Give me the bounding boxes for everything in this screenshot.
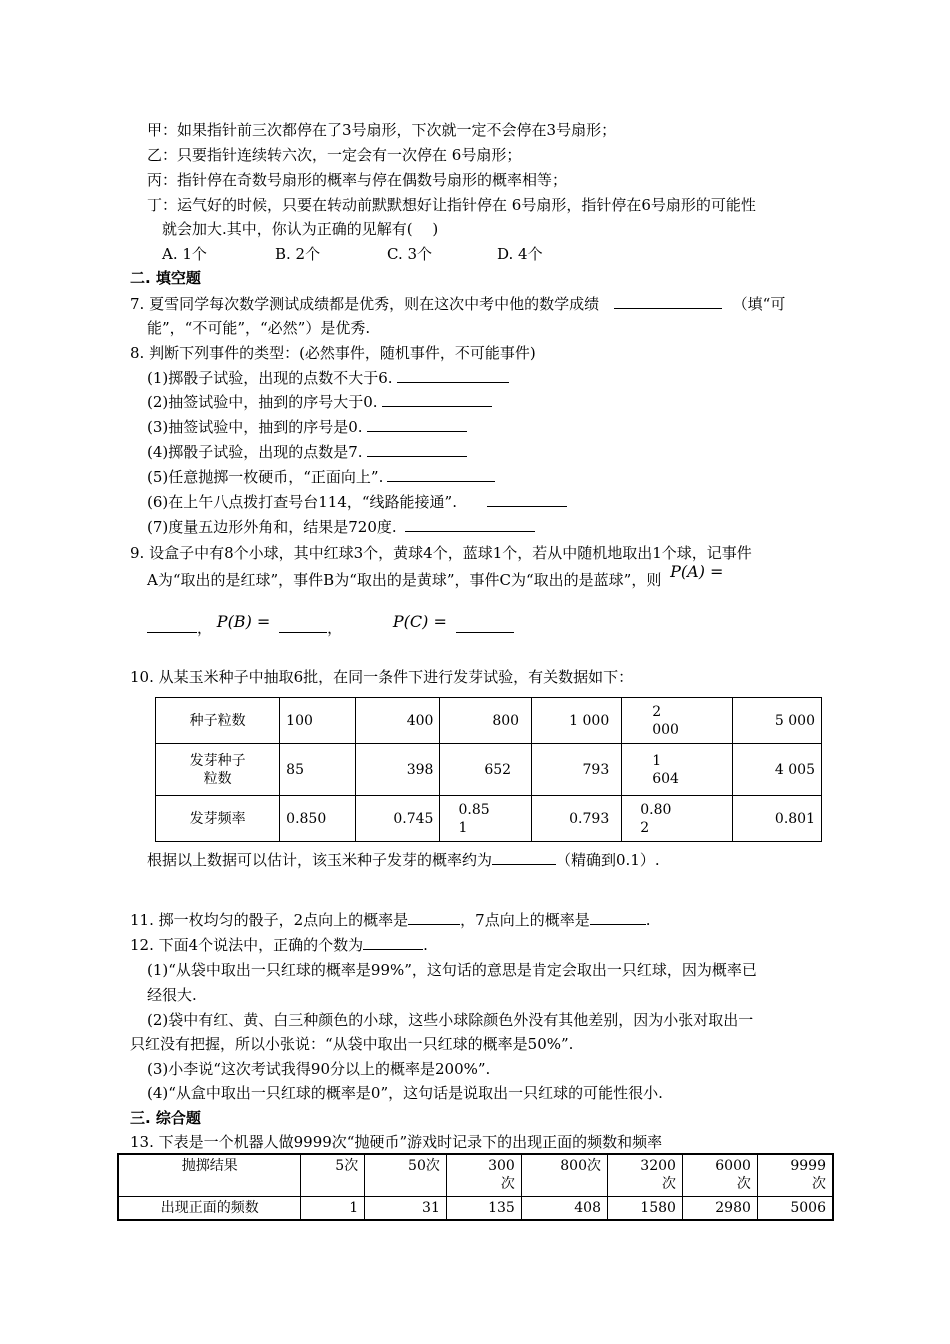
- table-row-header: 出现正面的频数: [118, 1196, 301, 1220]
- table-cell: 85: [280, 744, 356, 796]
- q8-item: (1)掷骰子试验，出现的点数不大于6.: [147, 368, 509, 388]
- q7-answer-blank[interactable]: [614, 294, 722, 309]
- q12-statement-3: (3)小李说“这次考试我得90分以上的概率是200%”.: [147, 1060, 491, 1078]
- table-cell: 652: [440, 744, 532, 796]
- coin-toss-table: [117, 1153, 834, 1221]
- q8-item: (4)掷骰子试验，出现的点数是7.: [147, 442, 467, 462]
- q8-answer-blank[interactable]: [487, 492, 567, 507]
- table-row-header: 发芽频率: [156, 796, 280, 842]
- q7-line2: 能”，“不可能”，“必然”）是优秀.: [147, 319, 371, 337]
- q12-statement-4: (4)“从盒中取出一只红球的概率是0”，这句话是说取出一只红球的可能性很小.: [147, 1084, 663, 1102]
- table-cell: 31: [365, 1196, 447, 1220]
- q6-choice-d: D. 4个: [497, 245, 543, 263]
- q8-answer-blank[interactable]: [367, 417, 467, 432]
- table-cell: 2980: [682, 1196, 757, 1220]
- q8-stem: 8. 判断下列事件的类型：(必然事件，随机事件，不可能事件): [130, 344, 536, 362]
- table-cell: 135: [446, 1196, 521, 1220]
- table-cell: 0.80 2: [622, 796, 733, 842]
- table-cell: 2 000: [622, 698, 733, 744]
- germination-table: [155, 697, 822, 842]
- table-row-header: 发芽种子 粒数: [156, 744, 280, 796]
- q8-item: (2)抽签试验中，抽到的序号大于0.: [147, 392, 492, 412]
- q8-item: (5)任意抛掷一枚硬币，“正面向上”.: [147, 467, 495, 487]
- q9-line3: [147, 612, 514, 638]
- table-cell: 800次: [521, 1154, 607, 1196]
- table-cell: 0.745: [356, 796, 440, 842]
- q9-line1: 9. 设盒子中有8个小球，其中红球3个，黄球4个，蓝球1个，若从中随机地取出1个球，记事件: [130, 544, 752, 562]
- q6-option-ding-line2: 就会加大.其中，你认为正确的见解有( ): [162, 220, 439, 238]
- table-cell: 1580: [607, 1196, 682, 1220]
- table-cell: 100: [280, 698, 356, 744]
- table-cell: 793: [532, 744, 622, 796]
- q8-item: (3)抽签试验中，抽到的序号是0.: [147, 417, 467, 437]
- table-cell: 0.850: [280, 796, 356, 842]
- q7-text-tail: （填“可: [732, 295, 786, 313]
- q7-text: 7. 夏雪同学每次数学测试成绩都是优秀，则在这次中考中他的数学成绩: [130, 295, 600, 313]
- q6-choice-b: B. 2个: [275, 245, 321, 263]
- q12-stem: 12. 下面4个说法中，正确的个数为 .: [130, 936, 428, 954]
- table-cell: 4 005: [733, 744, 822, 796]
- q11-line: 11. 掷一枚均匀的骰子，2点向上的概率是 ，7点向上的概率是 .: [130, 911, 651, 929]
- q12-statement-1b: 经很大.: [147, 986, 197, 1004]
- q6-option-yi: 乙：只要指针连续转六次，一定会有一次停在 6号扇形；: [147, 146, 522, 164]
- q8-answer-blank[interactable]: [382, 392, 492, 407]
- q8-answer-blank[interactable]: [405, 517, 535, 532]
- section-title-fill-in: 二. 填空题: [130, 269, 201, 287]
- table-cell: 398: [356, 744, 440, 796]
- q6-choice-a: A. 1个: [162, 245, 207, 263]
- table-cell: 800: [440, 698, 532, 744]
- q8-answer-blank[interactable]: [387, 467, 495, 482]
- q12-answer-blank[interactable]: [363, 935, 423, 950]
- q9-pb-label: P(B) =: [216, 612, 271, 631]
- table-row-header: 种子粒数: [156, 698, 280, 744]
- table-cell: 5次: [301, 1154, 365, 1196]
- q8-item: (7)度量五边形外角和，结果是720度.: [147, 517, 535, 537]
- table-row-header: 抛掷结果: [118, 1154, 301, 1196]
- table-cell: 400: [356, 698, 440, 744]
- q9-separator: ，: [197, 619, 213, 637]
- q11-blank-2point[interactable]: [408, 910, 460, 925]
- q12-statement-2a: (2)袋中有红、黄、白三种颜色的小球，这些小球除颜色外没有其他差别，因为小张对取出一: [147, 1011, 754, 1029]
- table-cell: 0.801: [733, 796, 822, 842]
- q12-statement-1a: (1)“从袋中取出一只红球的概率是99%”，这句话的意思是肯定会取出一只红球，因为概率已: [147, 961, 757, 979]
- table-cell: 50次: [365, 1154, 447, 1196]
- q10-answer-blank[interactable]: [492, 850, 556, 865]
- q11-blank-7point[interactable]: [590, 910, 646, 925]
- q10-stem: 10. 从某玉米种子中抽取6批，在同一条件下进行发芽试验，有关数据如下：: [130, 668, 634, 686]
- q8-answer-blank[interactable]: [397, 368, 509, 383]
- q6-option-jia: 甲：如果指针前三次都停在了3号扇形，下次就一定不会停在3号扇形；: [147, 121, 617, 139]
- q9-separator: ，: [327, 619, 343, 637]
- table-cell: 9999 次: [757, 1154, 833, 1196]
- table-cell: 0.85 1: [440, 796, 532, 842]
- table-cell: 6000 次: [682, 1154, 757, 1196]
- q6-choice-c: C. 3个: [387, 245, 433, 263]
- q8-answer-blank[interactable]: [367, 442, 467, 457]
- q13-stem: 13. 下表是一个机器人做9999次“抛硬币”游戏时记录下的出现正面的频数和频率: [130, 1133, 663, 1151]
- q8-item: (6)在上午八点拨打查号台114，“线路能接通”.: [147, 492, 567, 512]
- table-cell: 5006: [757, 1196, 833, 1220]
- table-cell: 300 次: [446, 1154, 521, 1196]
- q9-pb-blank[interactable]: [279, 618, 327, 633]
- q7-line1: [130, 294, 785, 314]
- table-cell: 5 000: [733, 698, 822, 744]
- table-cell: 1 000: [532, 698, 622, 744]
- q9-pa-blank[interactable]: [147, 618, 197, 633]
- q6-option-ding-line1: 丁：运气好的时候，只要在转动前默默想好让指针停在 6号扇形，指针停在6号扇形的可能性: [147, 196, 756, 214]
- table-cell: 408: [521, 1196, 607, 1220]
- q10-conclusion: 根据以上数据可以估计，该玉米种子发芽的概率约为 （精确到0.1）.: [147, 851, 660, 869]
- q6-option-bing: 丙：指针停在奇数号扇形的概率与停在偶数号扇形的概率相等；: [147, 171, 568, 189]
- q12-statement-2b: 只红没有把握，所以小张说：“从袋中取出一只红球的概率是50%”.: [130, 1035, 574, 1053]
- table-cell: 1: [301, 1196, 365, 1220]
- q9-text: A为“取出的是红球”，事件B为“取出的是黄球”，事件C为“取出的是蓝球”，则: [147, 571, 662, 589]
- q9-line2: [147, 562, 724, 590]
- q9-pc-label: P(C) =: [392, 612, 447, 631]
- table-cell: 3200 次: [607, 1154, 682, 1196]
- q9-pc-blank[interactable]: [456, 618, 514, 633]
- section-title-comprehensive: 三. 综合题: [130, 1109, 201, 1127]
- table-cell: 1 604: [622, 744, 733, 796]
- table-cell: 0.793: [532, 796, 622, 842]
- q9-pa-label: P(A) =: [670, 562, 724, 581]
